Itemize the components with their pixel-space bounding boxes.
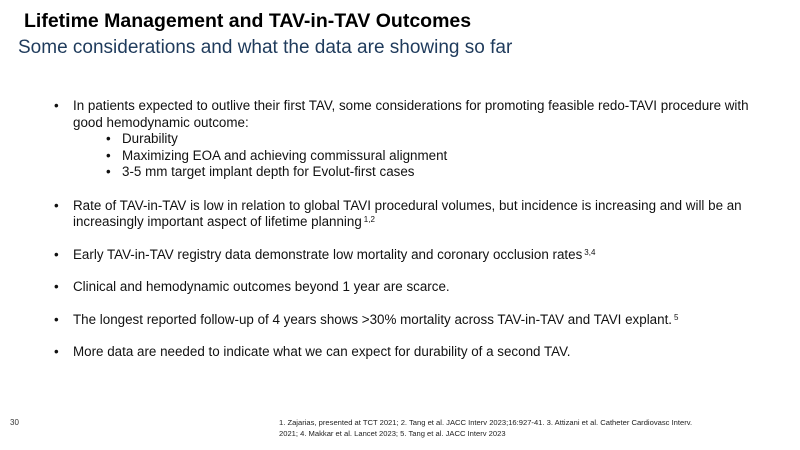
bullet-item xyxy=(54,312,754,329)
bullet-marker: • xyxy=(54,279,59,294)
page-number: 30 xyxy=(10,418,19,427)
sub-bullet-item xyxy=(106,148,754,165)
bullet-text: Clinical and hemodynamic outcomes beyond 1 year are scarce. xyxy=(73,279,450,294)
sub-bullet-text: Durability xyxy=(122,131,178,146)
bullet-item xyxy=(54,98,754,181)
bullet-text: The longest reported follow-up of 4 years shows >30% mortality across TAV-in-TAV and TAVI explant. xyxy=(73,311,673,327)
bullet-text: Early TAV-in-TAV registry data demonstrate low mortality and coronary occlusion rates xyxy=(73,246,583,262)
bullet-marker: • xyxy=(54,246,59,262)
bullet-text: Rate of TAV-in-TAV is low in relation to global TAVI procedural volumes, but incidence is increasing and will be an increasingly important aspect of lifetime planning xyxy=(73,197,742,229)
sub-bullet-text: 3-5 mm target implant depth for Evolut-first cases xyxy=(122,164,415,179)
bullet-marker: • xyxy=(54,344,59,359)
bullet-marker: • xyxy=(54,311,59,327)
bullet-text: More data are needed to indicate what we can expect for durability of a second TAV. xyxy=(73,344,571,359)
sub-bullet-marker: • xyxy=(106,164,111,179)
sub-bullet-marker: • xyxy=(106,147,111,163)
sub-bullet-marker: • xyxy=(106,131,111,146)
citation-superscript: 5 xyxy=(674,312,679,322)
bullet-list xyxy=(54,98,754,377)
slide-subtitle: Some considerations and what the data are showing so far xyxy=(18,37,513,58)
sub-bullet-item xyxy=(106,164,754,181)
slide-title: Lifetime Management and TAV-in-TAV Outcomes xyxy=(24,10,472,32)
citation-superscript: 3,4 xyxy=(584,247,596,257)
sub-bullet-text: Maximizing EOA and achieving commissural alignment xyxy=(122,147,448,163)
bullet-text: In patients expected to outlive their first TAV, some considerations for promoting feasible redo-TAVI procedure with good hemodynamic outcome: xyxy=(73,98,749,130)
bullet-item xyxy=(54,344,754,361)
bullet-marker: • xyxy=(54,98,59,113)
sub-bullet-item xyxy=(106,131,754,148)
references-footnote: 1. Zajarias, presented at TCT 2021; 2. Tang et al. JACC Interv 2023;16:927-41. 3. Attizani et al. Catheter Cardiovasc Interv. 2021; 4. Makkar et al. Lancet 2023; 5. Tang et al. JACC Interv 2023 xyxy=(279,418,693,438)
bullet-marker: • xyxy=(54,197,59,213)
bullet-item xyxy=(54,198,754,231)
citation-superscript: 1,2 xyxy=(363,215,375,224)
bullet-item xyxy=(54,247,754,264)
bullet-item xyxy=(54,279,754,296)
